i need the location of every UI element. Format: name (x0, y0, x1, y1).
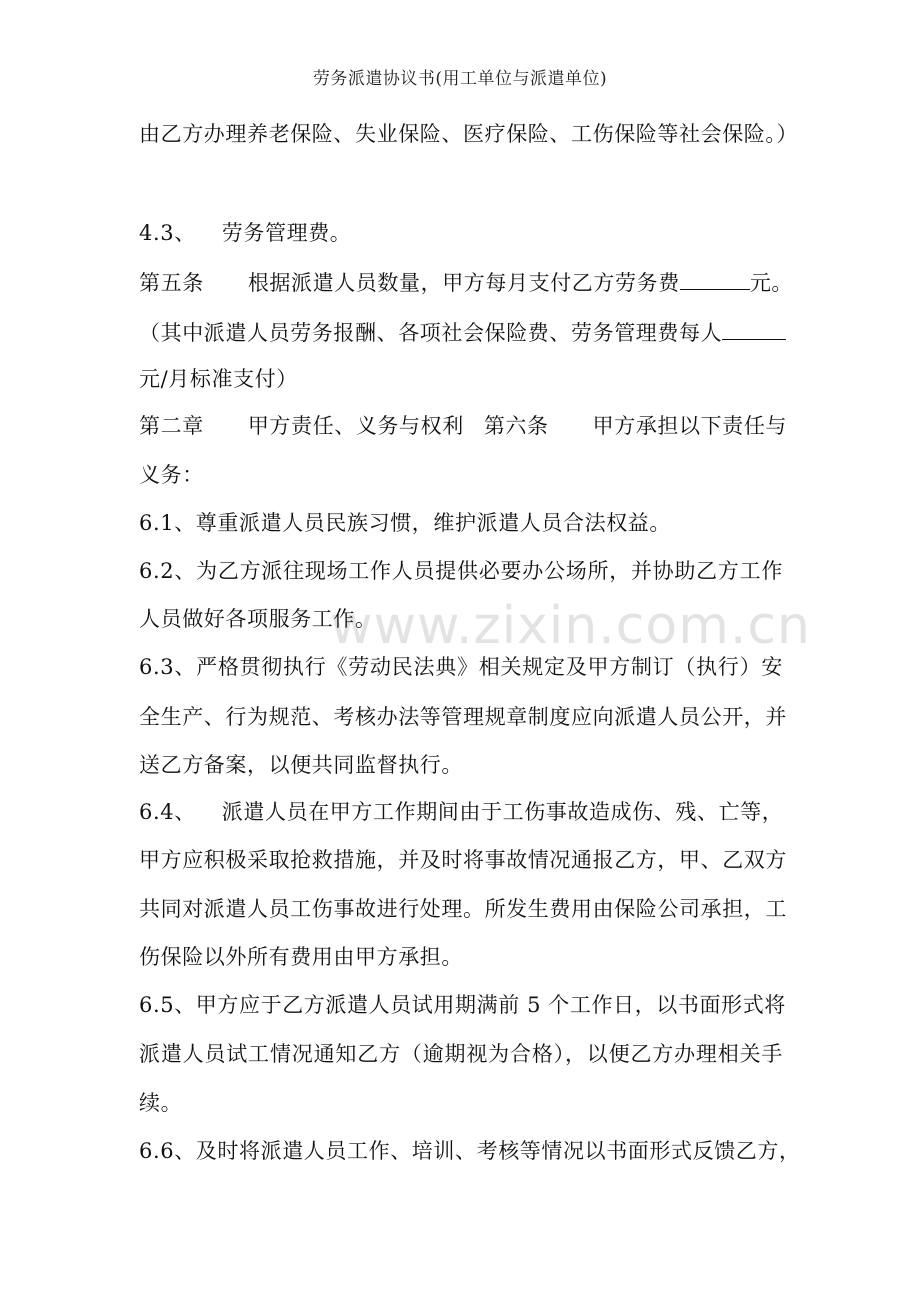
paragraph-line: 元/月标准支付） (139, 367, 298, 391)
clause-6-4 (139, 797, 783, 827)
clause-number: 6.4、 (139, 800, 196, 824)
clause-number: 4.3、 (139, 221, 196, 245)
article-end: 元。 (749, 271, 794, 295)
paragraph-line: 共同对派遣人员工伤事故进行处理。所发生费用由保险公司承担，工 (139, 897, 787, 921)
clause-4-3 (139, 218, 351, 248)
paragraph-line: 义务： (139, 463, 204, 487)
article-5-note (139, 318, 786, 348)
paragraph-line: 伤保险以外所有费用由甲方承担。 (139, 945, 463, 969)
clause-text: 派遣人员在甲方工作期间由于工伤事故造成伤、残、亡等， (221, 800, 784, 824)
clause-6-2: 6.2、为乙方派往现场工作人员提供必要办公场所，并协助乙方工作 (139, 559, 783, 583)
article-text: 根据派遣人员数量，甲方每月支付乙方劳务费 (247, 271, 680, 295)
chapter-title: 甲方责任、义务与权利 (247, 414, 464, 438)
clause-text: 劳务管理费。 (221, 221, 352, 245)
paragraph-line: 由乙方办理养老保险、失业保险、医疗保险、工伤保险等社会保险。） (139, 122, 799, 146)
paragraph-line: 人员做好各项服务工作。 (139, 607, 377, 631)
note-text: （其中派遣人员劳务报酬、各项社会保险费、劳务管理费每人 (139, 321, 723, 345)
chapter-2-heading (139, 411, 787, 441)
watermark: www.zixin.com.cn (330, 596, 811, 656)
page-header: 劳务派遣协议书(用工单位与派遣单位) (312, 69, 608, 89)
clause-6-1: 6.1、尊重派遣人员民族习惯，维护派遣人员合法权益。 (139, 511, 671, 535)
article-label: 第五条 (139, 271, 204, 295)
article-label: 第六条 (483, 414, 549, 438)
article-text: 甲方承担以下责任与 (592, 414, 788, 438)
paragraph-line: 送乙方备案，以便共同监督执行。 (139, 753, 463, 777)
clause-6-6: 6.6、及时将派遣人员工作、培训、考核等情况以书面形式反馈乙方， (139, 1139, 801, 1163)
paragraph-line: 全生产、行为规范、考核办法等管理规章制度应向派遣人员公开，并 (139, 705, 787, 729)
clause-6-3: 6.3、严格贯彻执行《劳动民法典》相关规定及甲方制订（执行）安 (139, 655, 783, 679)
paragraph-line: 甲方应积极采取抢救措施，并及时将事故情况通报乙方，甲、乙双方 (139, 848, 787, 872)
chapter-label: 第二章 (139, 414, 204, 438)
paragraph-line: 派遣人员试工情况通知乙方（逾期视为合格），以便乙方办理相关手 (139, 1042, 783, 1066)
article-5-line (139, 268, 793, 298)
paragraph-line: 续。 (139, 1091, 183, 1115)
fill-blank (680, 269, 750, 290)
clause-6-5: 6.5、甲方应于乙方派遣人员试用期满前 5 个工作日，以书面形式将 (139, 993, 786, 1017)
fill-blank (722, 319, 786, 340)
